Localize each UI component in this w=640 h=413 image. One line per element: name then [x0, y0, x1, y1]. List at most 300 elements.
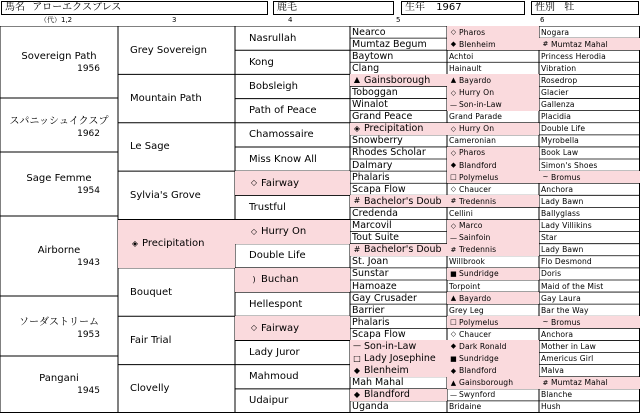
- horse-name-text: Grand Parade: [449, 112, 503, 122]
- pedigree-mark-icon: ◇: [250, 323, 258, 333]
- horse-name-text: Nearco: [352, 26, 386, 38]
- ancestor-gen5: [447, 353, 539, 365]
- horse-name-text: Grey Sovereign: [130, 44, 207, 56]
- ancestor-gen5: [539, 135, 640, 147]
- pedigree-mark-icon: —: [449, 233, 458, 242]
- horse-name-field: [1, 1, 268, 15]
- ancestor-gen3: [235, 123, 350, 147]
- ancestor-gen5: [447, 340, 539, 352]
- ancestor-gen4: [350, 340, 447, 352]
- ancestor-gen5: [447, 244, 539, 256]
- pedigree-mark-icon: ◆: [450, 40, 457, 49]
- ancestor-gen2: [118, 123, 235, 171]
- horse-name-text: Blandford: [459, 160, 497, 170]
- horse-name-text: Dalmary: [352, 159, 393, 171]
- horse-name-text: Blanche: [541, 390, 573, 400]
- horse-name-text: スパニッシュイクスプ: [9, 115, 109, 127]
- horse-name-text: Miss Know All: [249, 153, 317, 165]
- ancestor-gen5: [447, 377, 539, 389]
- horse-name-text: Lady Villikins: [541, 221, 592, 231]
- sire-dam-gen1: [0, 152, 118, 216]
- horse-name-text: Hush: [541, 402, 561, 412]
- horse-name-text: Bayardo: [459, 75, 492, 85]
- ancestor-gen3: [235, 74, 350, 98]
- horse-name-text: Torpoint: [449, 281, 481, 291]
- horse-name-text: Mumtaz Mahal: [551, 378, 608, 388]
- ancestor-gen4: [350, 99, 447, 111]
- pedigree-mark-icon: ▲: [450, 76, 457, 85]
- ancestor-gen5: [447, 111, 539, 123]
- horse-name-text: Barrier: [352, 304, 385, 316]
- pedigree-mark-icon: ◆: [450, 161, 457, 170]
- horse-name-text: Polymelus: [459, 317, 499, 327]
- horse-name-text: Gainsborough: [459, 378, 514, 388]
- horse-name-text: Blenheim: [364, 365, 409, 377]
- horse-name-text: Phalaris: [352, 316, 390, 328]
- ancestor-gen5: [447, 365, 539, 377]
- ancestor-gen2: [118, 74, 235, 122]
- horse-name-text: Scapa Flow: [352, 328, 406, 340]
- ancestor-gen4: [350, 171, 447, 183]
- horse-name-text: Sainfoin: [459, 233, 491, 243]
- ancestor-gen5: [539, 340, 640, 352]
- ancestor-gen5: [447, 159, 539, 171]
- ancestor-gen3: [235, 365, 350, 389]
- horse-name-text: Maid of the Mist: [541, 281, 604, 291]
- horse-name-text: Le Sage: [130, 141, 170, 153]
- pedigree-mark-icon: ~: [542, 173, 549, 182]
- horse-name-text: Fairway: [261, 177, 300, 189]
- ancestor-gen3: [235, 195, 350, 219]
- horse-name-text: Kong: [249, 56, 274, 68]
- horse-name-text: Dark Ronald: [459, 341, 507, 351]
- ancestor-gen4: [350, 111, 447, 123]
- ancestor-gen5: [447, 62, 539, 74]
- sex-label: 性別: [535, 2, 555, 13]
- horse-name-text: Gainsborough: [364, 74, 431, 86]
- birth-year-text: 1953: [77, 329, 100, 340]
- pedigree-mark-icon: —: [353, 341, 361, 351]
- horse-name-text: Sundridge: [459, 269, 499, 279]
- ancestor-gen4: [350, 147, 447, 159]
- horse-name-text: Bayardo: [459, 293, 492, 303]
- horse-name-text: Mother in Law: [541, 341, 596, 351]
- horse-name-text: Fair Trial: [130, 334, 172, 346]
- coat-color-field: [273, 1, 394, 15]
- ancestor-gen5: [539, 316, 640, 328]
- horse-name-text: Willbrook: [449, 257, 486, 267]
- ancestor-gen3: [235, 147, 350, 171]
- pedigree-mark-icon: ◈: [131, 238, 139, 248]
- horse-name-text: Bobsleigh: [249, 80, 298, 92]
- ancestor-gen4: [350, 123, 447, 135]
- pedigree-mark-icon: #: [450, 245, 457, 254]
- column-number-3: 3: [172, 16, 177, 24]
- pedigree-mark-icon: ◆: [450, 366, 457, 375]
- ancestor-gen4: [350, 256, 447, 268]
- horse-name-text: Glacier: [541, 88, 569, 98]
- ancestor-gen5: [447, 38, 539, 50]
- horse-name-text: Rhodes Scholar: [352, 147, 426, 159]
- pedigree-mark-icon: ◇: [450, 148, 457, 157]
- ancestor-gen2: [118, 26, 235, 74]
- horse-name-text: Phalaris: [352, 171, 390, 183]
- ancestor-gen3: [235, 50, 350, 74]
- horse-name-text: Gallenza: [541, 100, 575, 110]
- ancestor-gen5: [447, 232, 539, 244]
- horse-name-text: Airborne: [37, 244, 81, 256]
- pedigree-grid: [0, 26, 640, 413]
- ancestor-gen4: [350, 135, 447, 147]
- birth-year: 1967: [436, 2, 462, 13]
- ancestor-gen4: [350, 159, 447, 171]
- ancestor-gen4: [350, 86, 447, 98]
- horse-name-text: Bouquet: [130, 286, 173, 298]
- ancestor-gen4: [350, 328, 447, 340]
- ancestor-gen4: [350, 220, 447, 232]
- ancestor-gen5: [447, 74, 539, 86]
- pedigree-mark-icon: ◇: [250, 226, 258, 236]
- horse-name-text: Gay Crusader: [352, 292, 417, 304]
- pedigree-mark-icon: #: [542, 40, 549, 49]
- column-number-6: 6: [540, 16, 545, 24]
- horse-name-text: Hurry On: [261, 226, 307, 238]
- ancestor-gen5: [447, 292, 539, 304]
- ancestor-gen5: [539, 62, 640, 74]
- horse-name-text: Hamoaze: [352, 280, 397, 292]
- ancestor-gen5: [539, 123, 640, 135]
- horse-name-text: Lady Juror: [249, 347, 300, 359]
- horse-name-text: Achtoi: [449, 51, 474, 61]
- ancestor-gen4: [350, 401, 447, 413]
- sire-dam-gen1: [0, 26, 118, 98]
- pedigree-mark-icon: ◆: [353, 389, 361, 399]
- horse-name-text: Anchora: [541, 184, 574, 194]
- horse-name-text: Trustful: [249, 201, 286, 213]
- pedigree-mark-icon: ): [252, 274, 256, 284]
- ancestor-gen4: [350, 74, 447, 86]
- ancestor-gen4: [350, 232, 447, 244]
- horse-name-text: Double Life: [541, 124, 586, 134]
- horse-name-text: Nasrullah: [249, 32, 297, 44]
- ancestor-gen5: [539, 256, 640, 268]
- horse-name-text: Nogara: [541, 27, 570, 37]
- horse-name-text: Vibration: [541, 63, 577, 73]
- pedigree-mark-icon: #: [353, 244, 361, 254]
- horse-name-text: Polymelus: [459, 172, 499, 182]
- horse-name-text: Simon's Shoes: [541, 160, 598, 170]
- horse-name-text: Sage Femme: [26, 172, 92, 184]
- horse-name-text: Malva: [541, 366, 564, 376]
- ancestor-gen5: [447, 328, 539, 340]
- ancestor-gen5: [447, 389, 539, 401]
- horse-name-text: Cellini: [449, 208, 473, 218]
- horse-name-text: St. Joan: [352, 256, 389, 268]
- ancestor-gen5: [539, 74, 640, 86]
- pedigree-mark-icon: □: [450, 173, 457, 182]
- horse-name-text: Rosedrop: [541, 75, 578, 85]
- sex-value: 牡: [564, 2, 575, 13]
- ancestor-gen5: [447, 123, 539, 135]
- column-number-4: 4: [288, 16, 293, 24]
- ancestor-gen5: [539, 86, 640, 98]
- pedigree-mark-icon: ◆: [353, 365, 361, 375]
- ancestor-gen5: [447, 207, 539, 219]
- horse-name-text: Clovelly: [130, 383, 170, 395]
- horse-name-text: Swynford: [459, 390, 496, 400]
- pedigree-mark-icon: ◇: [250, 178, 258, 188]
- horse-name-text: Cameronian: [449, 136, 497, 146]
- pedigree-mark-icon: ◇: [450, 88, 457, 97]
- horse-name-text: Pharos: [459, 148, 486, 158]
- ancestor-gen5: [447, 135, 539, 147]
- horse-name-text: Mountain Path: [130, 93, 202, 105]
- horse-name-text: Bachelor's Doub: [364, 195, 442, 207]
- horse-name-text: Winalot: [352, 99, 388, 111]
- pedigree-header: [0, 0, 640, 26]
- birth-year-text: 1943: [77, 257, 100, 268]
- ancestor-gen3: [235, 268, 350, 292]
- horse-name-text: Doris: [541, 269, 562, 279]
- ancestor-gen3: [235, 26, 350, 50]
- ancestor-gen5: [447, 280, 539, 292]
- coat-color: 鹿: [277, 2, 287, 13]
- ancestor-gen5: [539, 232, 640, 244]
- pedigree-mark-icon: ■: [450, 354, 457, 363]
- horse-name-text: Lady Josephine: [364, 353, 436, 365]
- horse-name-text: Hellespont: [249, 298, 303, 310]
- pedigree-mark-icon: □: [450, 318, 457, 327]
- birth-year-text: 1945: [77, 386, 100, 396]
- ancestor-gen5: [539, 38, 640, 50]
- pedigree-mark-icon: ◇: [450, 330, 457, 339]
- horse-name-text: Sovereign Path: [21, 50, 97, 62]
- ancestor-gen5: [539, 292, 640, 304]
- ancestor-gen3: [235, 220, 350, 244]
- horse-name-text: Hurry On: [459, 88, 495, 98]
- birth-year-text: 1962: [77, 128, 100, 139]
- ancestor-gen2: [118, 268, 235, 316]
- sire-dam-gen1: [0, 296, 118, 356]
- pedigree-mark-icon: #: [353, 196, 361, 206]
- horse-name-text: Chaucer: [459, 184, 492, 194]
- ancestor-gen5: [539, 353, 640, 365]
- horse-name-text: Tout Suite: [352, 232, 400, 244]
- pedigree-mark-icon: ▲: [450, 378, 457, 387]
- horse-name-text: Udaipur: [249, 395, 289, 407]
- horse-name-text: Scapa Flow: [352, 183, 406, 195]
- ancestor-gen3: [235, 340, 350, 364]
- ancestor-gen5: [447, 316, 539, 328]
- pedigree-mark-icon: ◇: [450, 221, 457, 230]
- ancestor-gen4: [350, 316, 447, 328]
- pedigree-mark-icon: #: [542, 378, 549, 387]
- sire-dam-gen1: [0, 216, 118, 296]
- birth-year-field: [401, 1, 525, 15]
- horse-name-text: Uganda: [352, 401, 389, 413]
- ancestor-gen5: [447, 304, 539, 316]
- pedigree-mark-icon: ▲: [353, 75, 361, 85]
- sire-dam-gen1: [0, 356, 118, 413]
- ancestor-gen5: [539, 220, 640, 232]
- ancestor-gen5: [539, 328, 640, 340]
- ancestor-gen5: [447, 401, 539, 413]
- ancestor-gen5: [447, 220, 539, 232]
- ancestor-gen5: [539, 377, 640, 389]
- ancestor-gen4: [350, 292, 447, 304]
- horse-name: アローエクスプレス: [32, 2, 122, 13]
- ancestor-gen5: [447, 183, 539, 195]
- ancestor-gen4: [350, 38, 447, 50]
- ancestor-gen5: [539, 26, 640, 38]
- horse-name-text: Star: [541, 233, 557, 243]
- horse-name-text: Blandford: [459, 366, 497, 376]
- ancestor-gen2: [118, 316, 235, 364]
- horse-name-text: Bachelor's Doub: [364, 244, 442, 256]
- pedigree-mark-icon: —: [449, 100, 458, 109]
- horse-name-text: Precipitation: [142, 238, 205, 250]
- horse-name-text: Sunstar: [352, 268, 389, 280]
- horse-name-text: Double Life: [249, 250, 306, 262]
- horse-name-text: Chaucer: [459, 329, 492, 339]
- horse-name-text: Path of Peace: [249, 105, 317, 117]
- ancestor-gen4: [350, 268, 447, 280]
- pedigree-mark-icon: ◇: [450, 28, 457, 37]
- ancestor-gen5: [539, 195, 640, 207]
- horse-name-text: Myrobella: [541, 136, 579, 146]
- ancestor-gen5: [447, 171, 539, 183]
- horse-name-text: Marco: [459, 221, 483, 231]
- horse-name-text: Chamossaire: [249, 129, 314, 141]
- ancestor-gen5: [539, 365, 640, 377]
- pedigree-mark-icon: □: [353, 353, 361, 363]
- ancestor-gen4: [350, 207, 447, 219]
- column-number-5: 5: [396, 16, 401, 24]
- ancestor-gen4: [350, 304, 447, 316]
- ancestor-gen5: [539, 50, 640, 62]
- ancestor-gen5: [539, 389, 640, 401]
- horse-name-text: Snowberry: [352, 135, 403, 147]
- horse-name-text: Mumtaz Begum: [352, 38, 427, 50]
- ancestor-gen5: [539, 111, 640, 123]
- horse-name-text: Lady Bawn: [541, 245, 584, 255]
- ancestor-gen5: [539, 304, 640, 316]
- ancestor-gen5: [447, 195, 539, 207]
- pedigree-mark-icon: ◈: [353, 123, 361, 133]
- generation-label: （代）1,2: [40, 16, 73, 24]
- horse-name-text: Sundridge: [459, 354, 499, 364]
- horse-name-text: Lady Bawn: [541, 196, 584, 206]
- horse-name-text: Book Law: [541, 148, 579, 158]
- ancestor-gen2: [118, 365, 235, 413]
- ancestor-gen3: [235, 316, 350, 340]
- pedigree-mark-icon: —: [449, 390, 458, 399]
- ancestor-gen4: [350, 353, 447, 365]
- ancestor-gen3: [235, 99, 350, 123]
- horse-name-text: Marcovil: [352, 220, 392, 232]
- ancestor-gen5: [539, 171, 640, 183]
- horse-name-text: Grand Peace: [352, 111, 413, 123]
- ancestor-gen5: [447, 50, 539, 62]
- horse-name-text: Anchora: [541, 329, 574, 339]
- pedigree-mark-icon: ~: [542, 318, 549, 327]
- horse-name-text: Bromus: [551, 172, 581, 182]
- horse-name-text: Mumtaz Mahal: [551, 39, 608, 49]
- horse-name-text: Fairway: [261, 322, 300, 334]
- ancestor-gen5: [447, 86, 539, 98]
- horse-name-text: Tredennis: [459, 196, 497, 206]
- ancestor-gen4: [350, 195, 447, 207]
- ancestor-gen5: [539, 207, 640, 219]
- sex-field: [531, 1, 639, 15]
- pedigree-mark-icon: ■: [450, 269, 457, 278]
- ancestor-gen4: [350, 280, 447, 292]
- pedigree-mark-icon: ◆: [450, 342, 457, 351]
- birth-year-text: 1954: [77, 185, 100, 196]
- horse-name-text: Grey Leg: [449, 305, 484, 315]
- horse-name-text: Americus Girl: [541, 354, 594, 364]
- pedigree-mark-icon: ◇: [450, 185, 457, 194]
- ancestor-gen3: [235, 171, 350, 195]
- ancestor-gen5: [539, 147, 640, 159]
- horse-name-text: Precipitation: [364, 123, 424, 135]
- ancestor-gen5: [539, 99, 640, 111]
- horse-name-text: Son-in-Law: [364, 340, 417, 352]
- horse-name-text: Mahmoud: [249, 371, 299, 383]
- ancestor-gen4: [350, 377, 447, 389]
- ancestor-gen5: [447, 268, 539, 280]
- ancestor-gen4: [350, 183, 447, 195]
- horse-name-text: Ballyglass: [541, 208, 581, 218]
- birth-year-text: 1956: [77, 63, 100, 74]
- horse-name-text: ソーダストリーム: [19, 316, 99, 328]
- ancestor-gen2: [118, 220, 235, 268]
- horse-name-text: Hainault: [449, 63, 482, 73]
- horse-name-text: Buchan: [261, 274, 299, 286]
- sire-dam-gen1: [0, 98, 118, 152]
- horse-name-text: Bromus: [551, 317, 581, 327]
- ancestor-gen3: [235, 389, 350, 413]
- horse-name-text: Baytown: [352, 50, 394, 62]
- horse-name-text: Pangani: [39, 373, 79, 384]
- ancestor-gen2: [118, 171, 235, 219]
- ancestor-gen5: [539, 280, 640, 292]
- ancestor-gen5: [539, 401, 640, 413]
- horse-name-text: Tredennis: [459, 245, 497, 255]
- pedigree-mark-icon: ▲: [450, 294, 457, 303]
- ancestor-gen3: [235, 292, 350, 316]
- ancestor-gen3: [235, 244, 350, 268]
- horse-name-text: Toboggan: [352, 87, 398, 99]
- horse-name-text: Clang: [352, 62, 380, 74]
- ancestor-gen5: [539, 268, 640, 280]
- horse-name-text: Placidia: [541, 112, 572, 122]
- name-label: 馬名: [5, 2, 25, 13]
- horse-name-text: Sylvia's Grove: [130, 189, 201, 201]
- horse-name-text: Gay Laura: [541, 293, 581, 303]
- ancestor-gen5: [539, 159, 640, 171]
- ancestor-gen4: [350, 50, 447, 62]
- ancestor-gen5: [447, 147, 539, 159]
- horse-name-text: Son-in-Law: [459, 100, 502, 110]
- ancestor-gen4: [350, 365, 447, 377]
- horse-name-text: Blandford: [364, 389, 410, 401]
- ancestor-gen4: [350, 244, 447, 256]
- coat-color-suffix: 毛: [287, 2, 297, 13]
- horse-name-text: Credenda: [352, 207, 398, 219]
- horse-name-text: Princess Herodia: [541, 51, 606, 61]
- horse-name-text: Mah Mahal: [352, 377, 404, 389]
